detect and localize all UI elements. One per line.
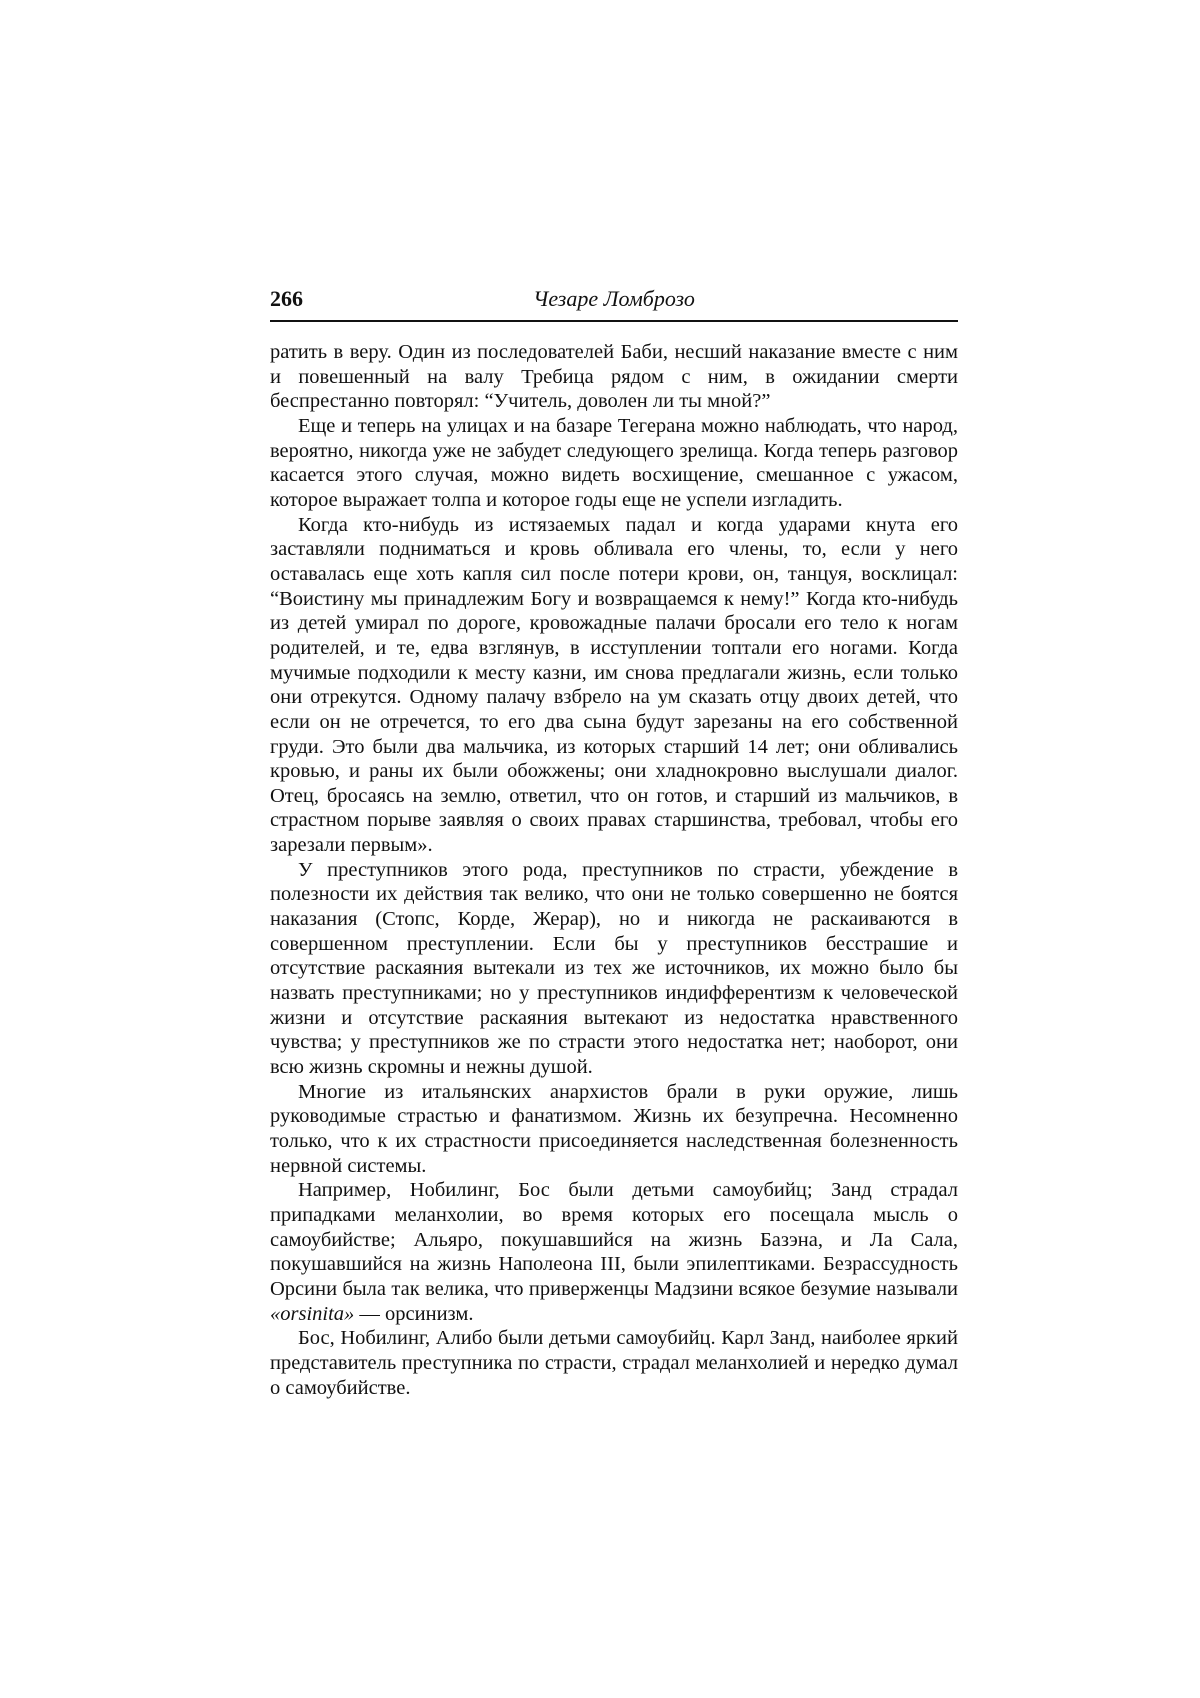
paragraph <box>270 1178 958 1326</box>
paragraph: ратить в веру. Один из последователей Баби, несший наказание вместе с ним и повешенный на валу Требица рядом с ним, в ожидании смерти беспрестанно повторял: “Учитель, доволен ли ты мной?” <box>270 341 958 413</box>
italic-term: «orsinita» <box>270 1302 355 1325</box>
page-number: 266 <box>270 286 303 311</box>
page-header <box>270 284 958 322</box>
paragraph: Бос, Нобилинг, Алибо были детьми самоубийц. Карл Занд, наиболее яркий представитель преступника по страсти, страдал меланхолией и нередко думал о самоубийстве. <box>270 1327 958 1399</box>
paragraph-text: Например, Нобилинг, Бос были детьми самоубийц; Занд страдал припадками меланхолии, во время которых его посещала мысль о самоубийстве; Альяро, покушавшийся на жизнь Базэна, и Ла Сала, покушавшийся на жизнь Наполеона III, были эпилептиками. Безрассудность Орсини была так велика, что приверженцы Мадзини всякое безумие называли <box>270 1179 958 1300</box>
paragraph: Когда кто-нибудь из истязаемых падал и когда ударами кнута его заставляли подниматься и кровь обливала его члены, то, если у него оставалась еще хоть капля сил после потери крови, он, танцуя, восклицал: “Воистину мы принадлежим Богу и возвращаемся к нему!” Когда кто-нибудь из детей умирал по дороге, кровожадные палачи бросали его тело к ногам родителей, и те, едва взглянув, в исступлении топтали его ногами. Когда мучимые подходили к месту казни, им снова предлагали жизнь, если только они отрекутся. Одному палачу взбрело на ум сказать отцу двоих детей, что если он не отречется, то его два сына будут зарезаны на его собственной груди. Это были два мальчика, из которых старший 14 лет; они обливались кровью, и раны их были обожжены; они хладнокровно выслушали диалог. Отец, бросаясь на землю, ответил, что он готов, и старший из мальчиков, в страстном порыве заявляя о своих правах старшинства, требовал, чтобы его зарезали первым». <box>270 513 958 857</box>
body-text <box>270 340 958 1400</box>
paragraph: Еще и теперь на улицах и на базаре Тегерана можно наблюдать, что народ, вероятно, никогда уже не забудет следующего зрелища. Когда теперь разговор касается этого случая, можно видеть восхищение, смешанное с ужасом, которое выражает толпа и которое годы еще не успели изгладить. <box>270 414 958 511</box>
running-title: Чезаре Ломброзо <box>533 286 695 311</box>
paragraph-tail: — орсинизм. <box>354 1302 474 1325</box>
paragraph: У преступников этого рода, преступников по страсти, убеждение в полезности их действия так велико, что они не только совершенно не боятся наказания (Стопс, Корде, Жерар), но и никогда не раскаиваются в совершенном преступлении. Если бы у преступников бесстрашие и отсутствие раскаяния вытекали из тех же источников, их можно было бы назвать преступниками; но у преступников индифферентизм к человеческой жизни и отсутствие раскаяния вытекают из недостатка нравственного чувства; у преступников же по страсти этого недостатка нет; наоборот, они всю жизнь скромны и нежны душой. <box>270 858 958 1079</box>
paragraph: Многие из итальянских анархистов брали в руки оружие, лишь руководимые страстью и фанатизмом. Жизнь их безупречна. Несомненно только, что к их страстности присоединяется наследственная болезненность нервной системы. <box>270 1080 958 1177</box>
